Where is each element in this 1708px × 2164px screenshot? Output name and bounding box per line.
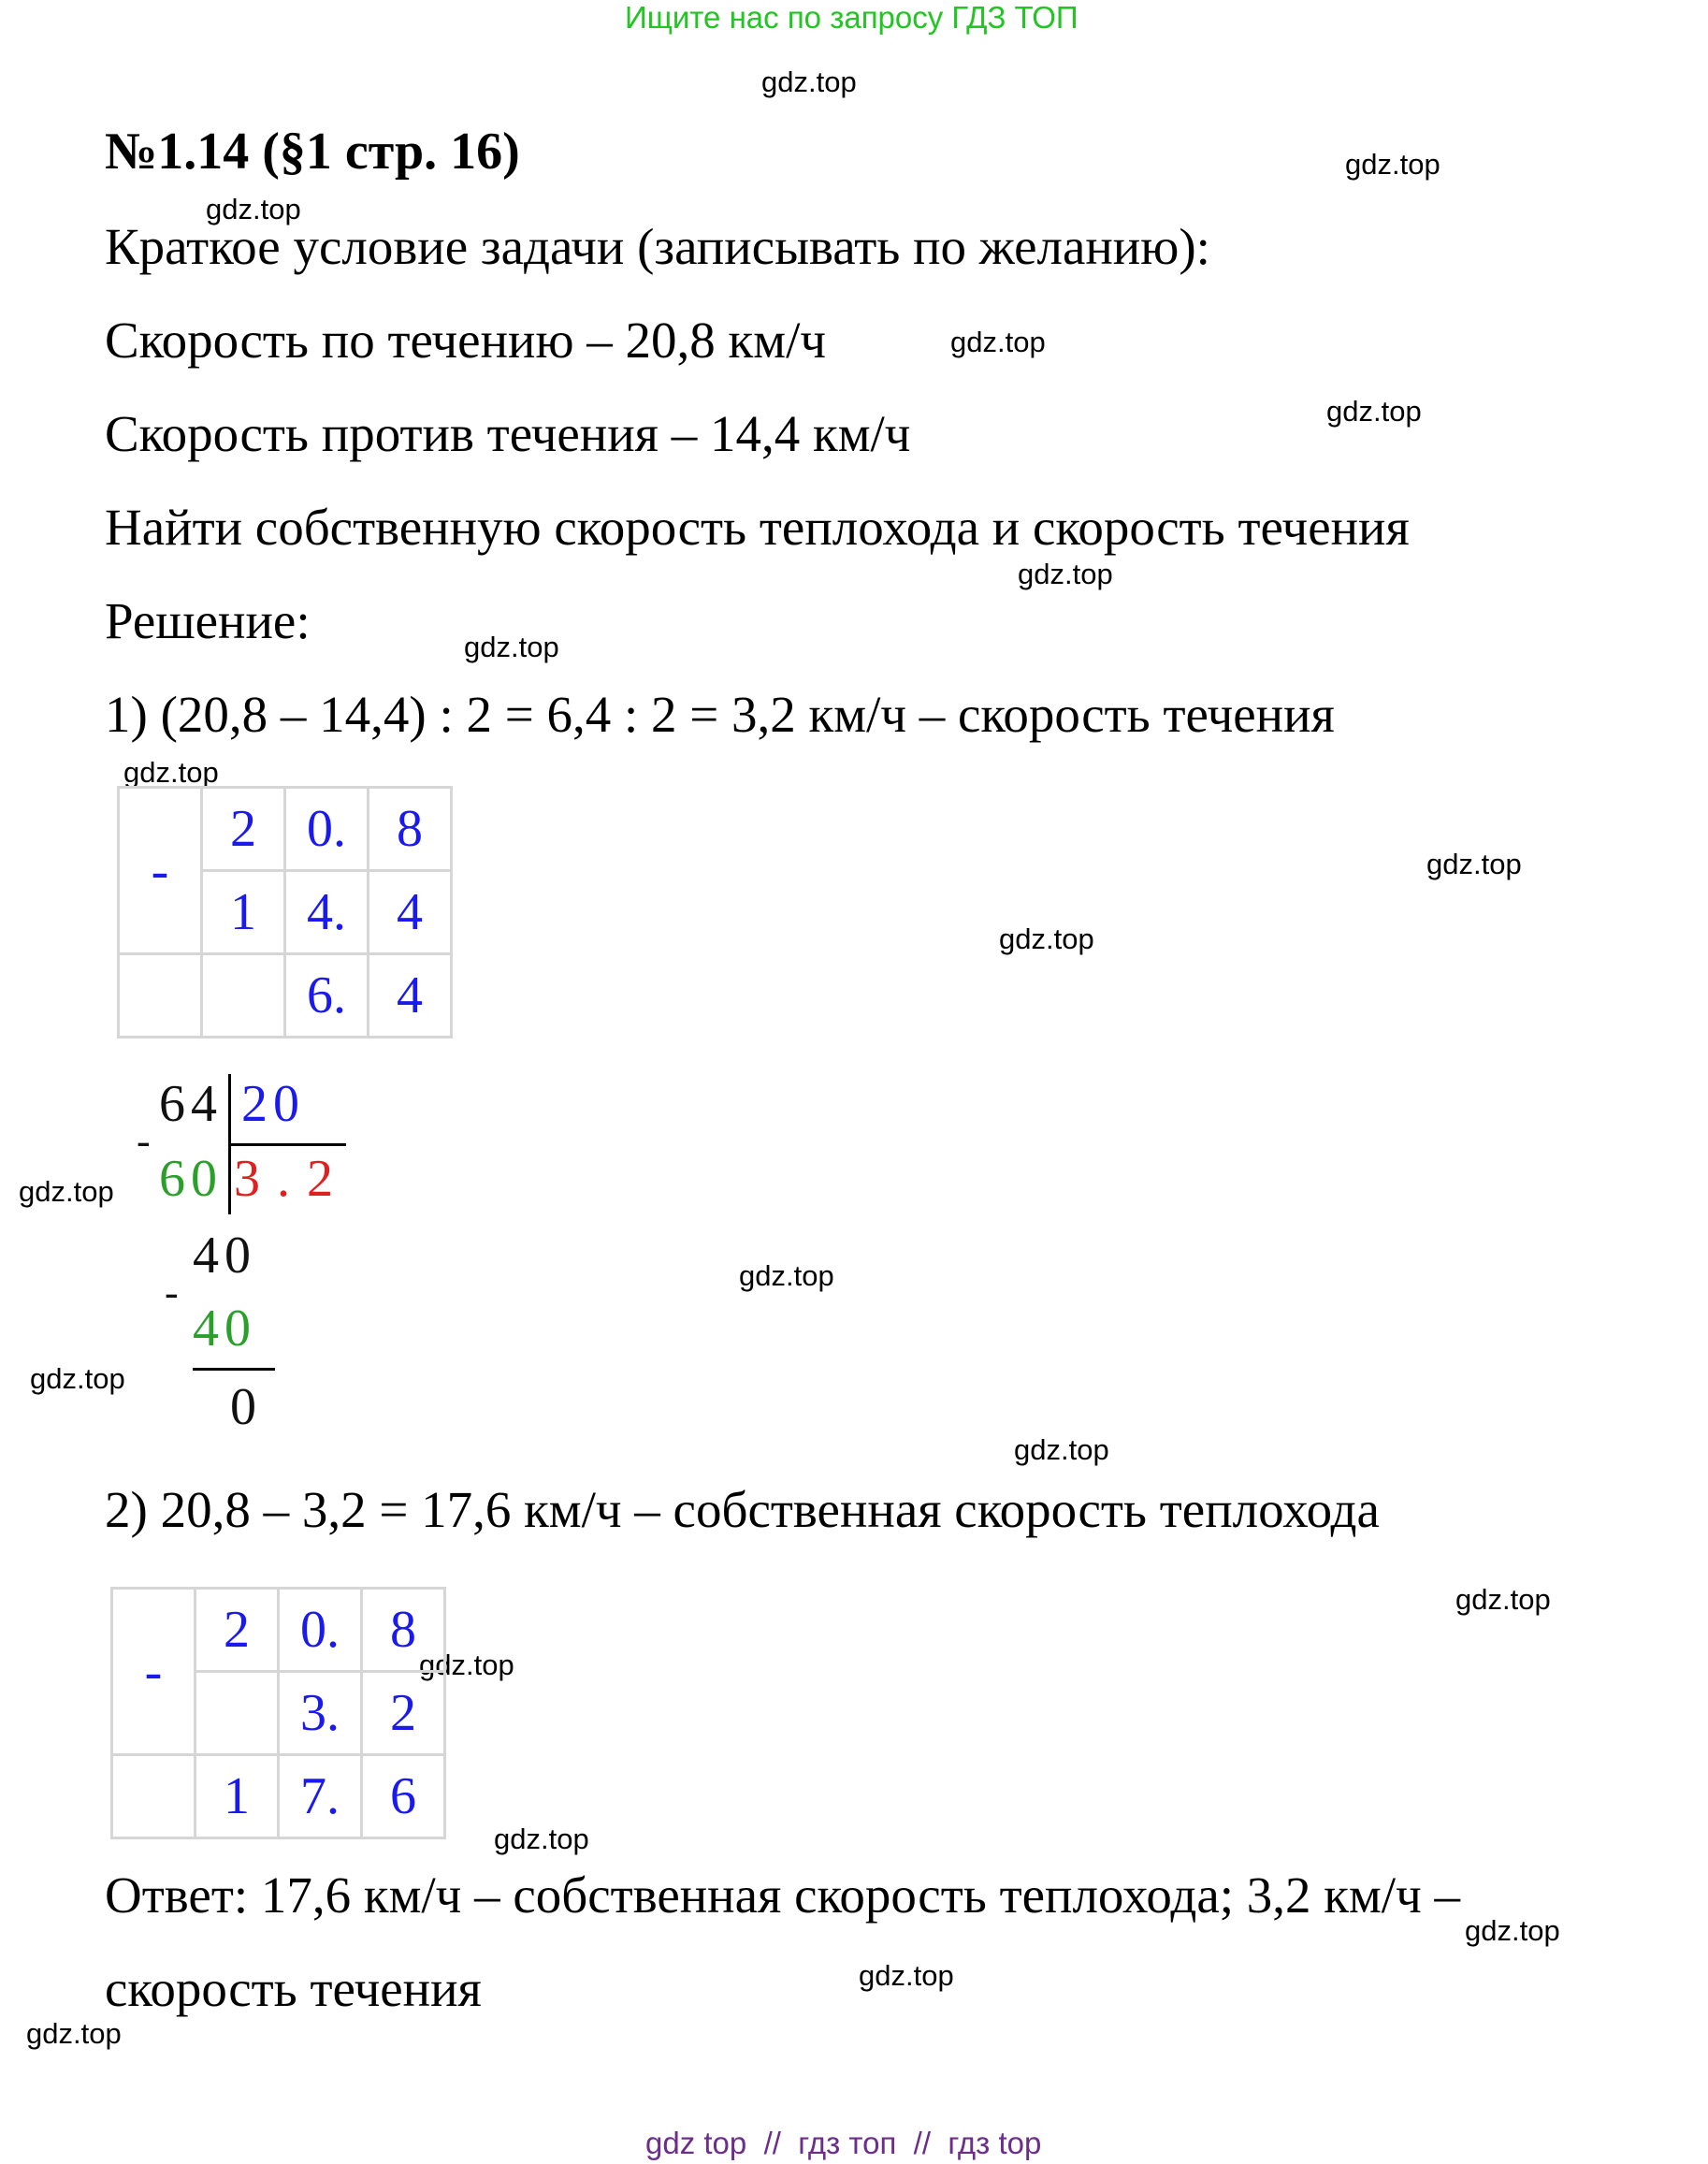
- watermark: gdz.top: [206, 193, 301, 225]
- table-cell: [195, 1672, 279, 1755]
- subtrahend-1: 60: [159, 1150, 223, 1208]
- solution-heading: Решение:: [105, 592, 311, 649]
- table-cell: 8: [369, 788, 452, 871]
- table-cell: 7.: [279, 1755, 362, 1838]
- table-cell: 0.: [285, 788, 369, 871]
- step1-line: 1) (20,8 – 14,4) : 2 = 6,4 : 2 = 3,2 км/ч – скорость течения: [105, 686, 1335, 743]
- division-result-line: [193, 1368, 275, 1371]
- answer-line-1: Ответ: 17,6 км/ч – собственная скорость теплохода; 3,2 км/ч –: [105, 1866, 1460, 1924]
- remainder-1: 40: [193, 1227, 256, 1285]
- watermark: gdz.top: [26, 2017, 122, 2050]
- subtraction-table-1: [117, 786, 453, 1038]
- table-cell: 4.: [285, 871, 369, 954]
- watermark: gdz.top: [950, 326, 1046, 358]
- watermark: gdz.top: [19, 1175, 114, 1208]
- minus-sign: -: [119, 788, 202, 954]
- table-cell: 6.: [285, 954, 369, 1038]
- speed-downstream-line: Скорость по течению – 20,8 км/ч: [105, 312, 827, 369]
- watermark: gdz.top: [1018, 558, 1113, 590]
- watermark: gdz.top: [419, 1648, 514, 1681]
- watermark: gdz.top: [859, 1959, 954, 1992]
- watermark: gdz.top: [1014, 1433, 1109, 1466]
- watermark: gdz.top: [123, 756, 219, 789]
- watermark: gdz.top: [1455, 1583, 1551, 1616]
- footer-links[interactable]: gdz top // гдз топ // гдз top: [645, 2126, 1042, 2160]
- table-cell: 8: [362, 1589, 445, 1672]
- table-cell: [112, 1755, 195, 1838]
- table-cell: 6: [362, 1755, 445, 1838]
- watermark: gdz.top: [1426, 848, 1522, 880]
- division-result: 0: [230, 1378, 262, 1436]
- table-cell: 2: [195, 1589, 279, 1672]
- table-cell: 2: [362, 1672, 445, 1755]
- subtrahend-2: 40: [193, 1300, 256, 1358]
- quotient: 3 . 2: [234, 1150, 335, 1208]
- dividend: 64: [159, 1075, 223, 1133]
- watermark: gdz.top: [1326, 395, 1422, 428]
- table-cell: 3.: [279, 1672, 362, 1755]
- watermark: gdz.top: [464, 631, 559, 663]
- division-horizontal-line: [228, 1143, 346, 1146]
- table-cell: 4: [369, 871, 452, 954]
- table-cell: [202, 954, 285, 1038]
- watermark: gdz.top: [494, 1823, 589, 1855]
- table-cell: 4: [369, 954, 452, 1038]
- table-cell: 2: [202, 788, 285, 871]
- divisor: 20: [241, 1075, 305, 1133]
- minus-sign: -: [137, 1118, 156, 1164]
- table-cell: [119, 954, 202, 1038]
- find-line: Найти собственную скорость теплохода и скорость течения: [105, 499, 1410, 556]
- watermark: gdz.top: [999, 922, 1094, 955]
- page-title: №1.14 (§1 стр. 16): [105, 123, 520, 181]
- answer-line-2: скорость течения: [105, 1960, 482, 2017]
- table-cell: 1: [195, 1755, 279, 1838]
- step2-line: 2) 20,8 – 3,2 = 17,6 км/ч – собственная скорость теплохода: [105, 1481, 1380, 1538]
- table-cell: 0.: [279, 1589, 362, 1672]
- table-cell: 1: [202, 871, 285, 954]
- minus-sign: -: [112, 1589, 195, 1755]
- watermark: gdz.top: [1465, 1914, 1560, 1947]
- top-banner: Ищите нас по запросу ГДЗ ТОП: [625, 0, 1078, 35]
- watermark: gdz.top: [30, 1362, 125, 1395]
- short-condition-line: Краткое условие задачи (записывать по желанию):: [105, 218, 1210, 275]
- watermark: gdz.top: [739, 1259, 834, 1292]
- subtraction-table-2: [110, 1587, 446, 1839]
- minus-sign: -: [165, 1270, 184, 1315]
- speed-upstream-line: Скорость против течения – 14,4 км/ч: [105, 405, 911, 462]
- watermark: gdz.top: [1345, 148, 1440, 181]
- watermark: gdz.top: [761, 65, 857, 98]
